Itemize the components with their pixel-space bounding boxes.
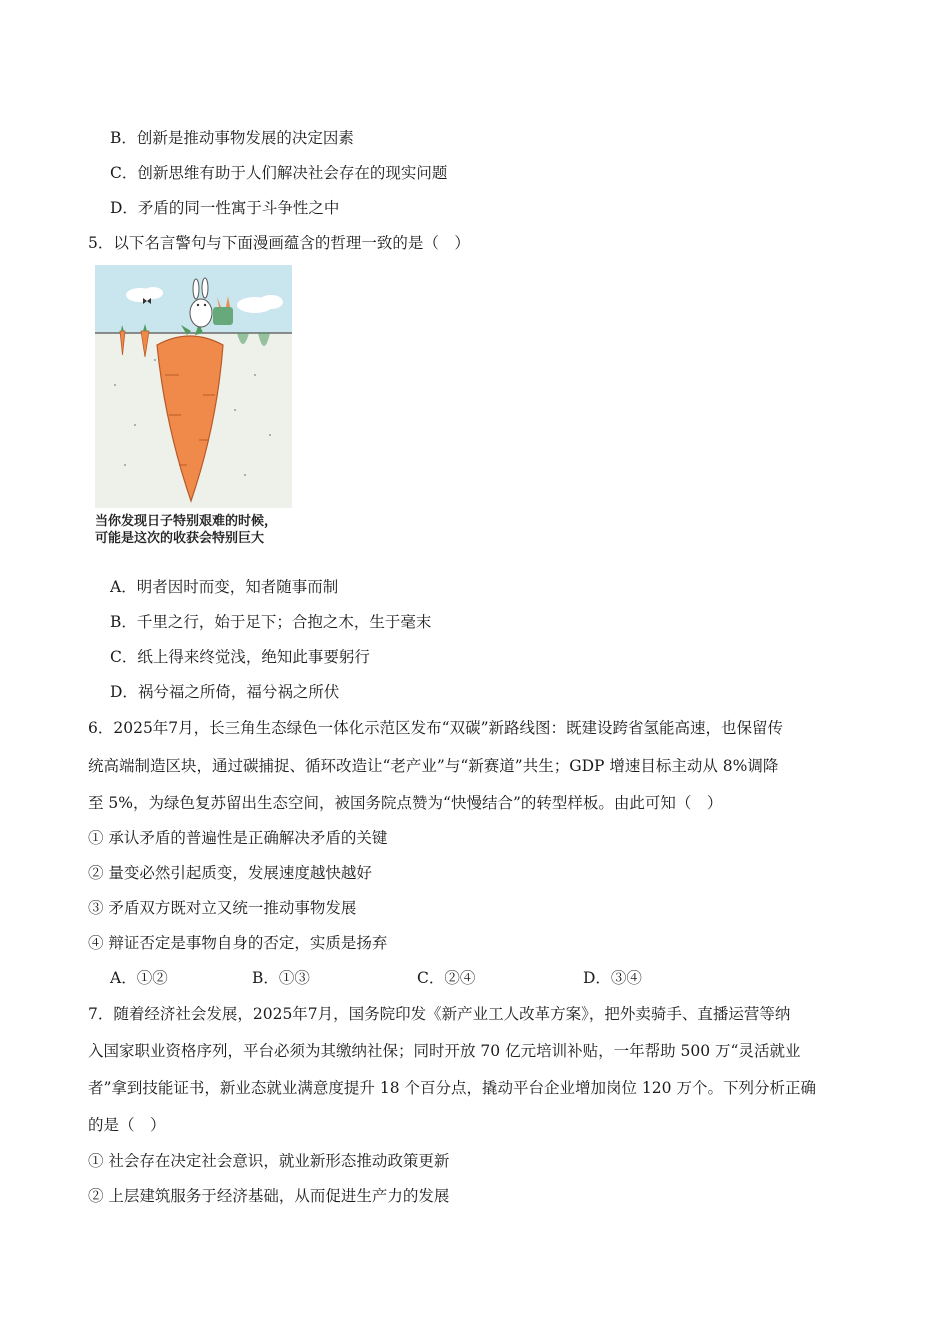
q7-statement-1: ① 社会存在决定社会意识，就业新形态推动政策更新: [88, 1152, 450, 1170]
q6-option-b: B．①③: [252, 969, 310, 987]
q7-statement-2: ② 上层建筑服务于经济基础，从而促进生产力的发展: [88, 1187, 450, 1205]
q7-stem-line1: 7．随着经济社会发展，2025年7月，国务院印发《新产业工人改革方案》，把外卖骑手、直播运营等纳: [88, 1005, 791, 1023]
q6-options: [110, 968, 810, 990]
q6-statement-1: ① 承认矛盾的普遍性是正确解决矛盾的关键: [88, 829, 388, 847]
cartoon-caption-line2: 可能是这次的收获会特别巨大: [95, 531, 265, 546]
q5-option-d: D．祸兮福之所倚，福兮祸之所伏: [110, 683, 340, 701]
q6-statement-3: ③ 矛盾双方既对立又统一推动事物发展: [88, 899, 357, 917]
q6-stem-line3: 至 5%，为绿色复苏留出生态空间，被国务院点赞为“快慢结合”的转型样板。由此可知（ ）: [88, 794, 723, 812]
q7-stem-line3: 者”拿到技能证书，新业态就业满意度提升 18 个百分点，撬动平台企业增加岗位 120 万个。下列分析正确: [88, 1079, 816, 1097]
q6-option-c: C．②④: [417, 969, 476, 987]
q6-stem-line1: 6．2025年7月，长三角生态绿色一体化示范区发布“双碳”新路线图：既建设跨省氢能高速，也保留传: [88, 719, 784, 737]
q6-option-d: D．③④: [583, 969, 642, 987]
q5-option-c: C．纸上得来终觉浅，绝知此事要躬行: [110, 648, 370, 666]
q7-stem-line2: 入国家职业资格序列，平台必须为其缴纳社保；同时开放 70 亿元培训补贴，一年帮助 500 万“灵活就业: [88, 1042, 801, 1060]
q7-stem-line4: 的是（ ）: [88, 1116, 166, 1134]
carrot-cartoon-illustration: [95, 265, 292, 508]
q5-stem: 5．以下名言警句与下面漫画蕴含的哲理一致的是（ ）: [88, 234, 470, 252]
q6-statement-4: ④ 辩证否定是事物自身的否定，实质是扬弃: [88, 934, 388, 952]
q4-option-d: D．矛盾的同一性寓于斗争性之中: [110, 199, 340, 217]
q4-option-c: C．创新思维有助于人们解决社会存在的现实问题: [110, 164, 448, 182]
q5-option-a: A．明者因时而变，知者随事而制: [110, 578, 339, 596]
q5-option-b: B．千里之行，始于足下；合抱之木，生于毫末: [110, 613, 432, 631]
cartoon-caption-line1: 当你发现日子特别艰难的时候，: [95, 514, 278, 529]
q4-option-b: B．创新是推动事物发展的决定因素: [110, 129, 354, 147]
carrot-cartoon: [95, 265, 292, 508]
q6-statement-2: ② 量变必然引起质变，发展速度越快越好: [88, 864, 372, 882]
q6-option-a: A．①②: [110, 969, 168, 987]
q6-stem-line2: 统高端制造区块，通过碳捕捉、循环改造让“老产业”与“新赛道”共生；GDP 增速目标主动从 8%调降: [88, 757, 779, 775]
